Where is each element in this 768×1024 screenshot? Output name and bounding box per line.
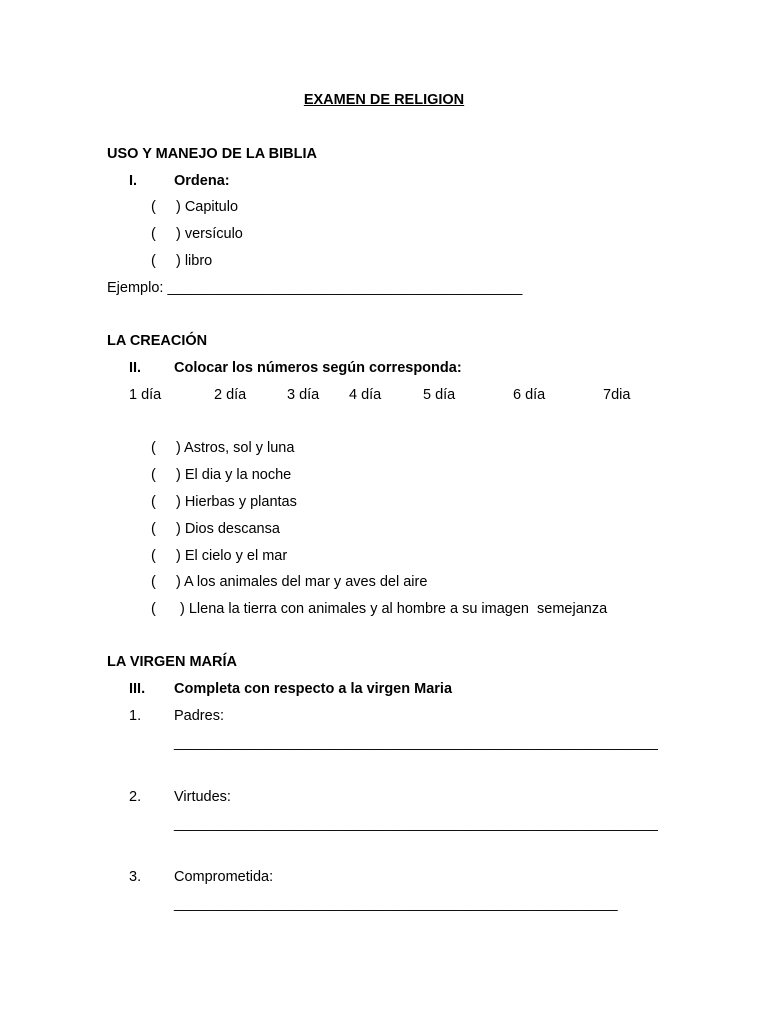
question-number: 3. [129, 869, 142, 885]
answer-line: ____________________________________________________________ [174, 816, 658, 832]
creation-item: ( ) A los animales del mar y aves del aire [151, 574, 428, 590]
section-number-2: II. [129, 360, 142, 376]
section-heading-creation: LA CREACIÓN [107, 333, 208, 349]
question-label-padres: Padres: [174, 708, 224, 724]
creation-item: ( ) Hierbas y plantas [151, 494, 297, 510]
day-label: 2 día [214, 387, 247, 403]
section-instruction-1: Ordena: [174, 173, 230, 189]
section-instruction-2: Colocar los números según corresponda: [174, 360, 462, 376]
creation-item: ( ) Dios descansa [151, 521, 280, 537]
day-label: 4 día [349, 387, 382, 403]
answer-line: _______________________________________________________ [174, 896, 618, 912]
order-item: ( ) versículo [151, 226, 243, 242]
creation-item: ( ) Astros, sol y luna [151, 440, 295, 456]
section-heading-mary: LA VIRGEN MARÍA [107, 654, 237, 670]
question-number: 1. [129, 708, 142, 724]
answer-line: ____________________________________________________________ [174, 735, 658, 751]
section-number-3: III. [129, 681, 146, 697]
creation-item: ( ) El cielo y el mar [151, 548, 288, 564]
order-item: ( ) libro [151, 253, 213, 269]
question-label-comprometida: Comprometida: [174, 869, 274, 885]
section-number-1: I. [129, 173, 138, 189]
question-label-virtudes: Virtudes: [174, 789, 231, 805]
day-label: 6 día [513, 387, 546, 403]
exam-title: EXAMEN DE RELIGION [303, 92, 465, 108]
section-heading-bible: USO Y MANEJO DE LA BIBLIA [107, 146, 318, 162]
creation-item: ( ) El dia y la noche [151, 467, 292, 483]
order-item: ( ) Capitulo [151, 199, 239, 215]
example-line: Ejemplo: ____________________________________________ [107, 280, 523, 296]
day-label: 5 día [423, 387, 456, 403]
day-label: 1 día [129, 387, 162, 403]
question-number: 2. [129, 789, 142, 805]
day-label: 7dia [603, 387, 631, 403]
section-instruction-3: Completa con respecto a la virgen Maria [174, 681, 453, 697]
creation-item: ( ) Llena la tierra con animales y al hombre a su imagen semejanza [151, 601, 608, 617]
day-label: 3 día [287, 387, 320, 403]
